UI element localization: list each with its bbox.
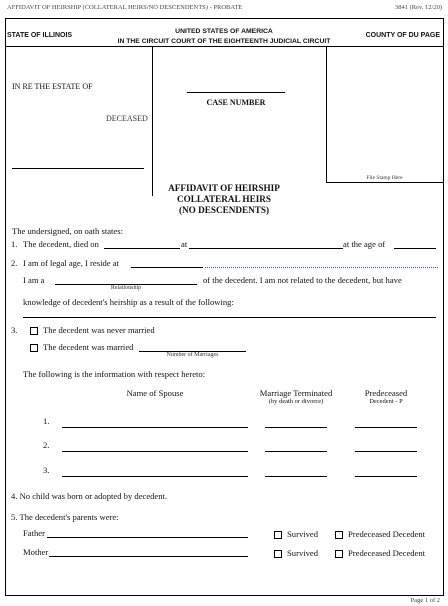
- spouse-row-3-predeceased-field[interactable]: [355, 476, 417, 477]
- frame-right: [443, 18, 444, 595]
- number-of-marriages-label: Number of Marriages: [166, 352, 219, 358]
- relationship-label: Relationship: [110, 285, 142, 291]
- place-of-death-field[interactable]: [189, 248, 343, 249]
- never-married-checkbox[interactable]: [30, 327, 38, 335]
- page-number: Page 1 of 2: [410, 597, 440, 604]
- item2-text-c: of the decedent. I am not related to the decedent, but have: [203, 275, 402, 285]
- caption-divider-left: [152, 46, 153, 196]
- spouse-row-3-number: 3.: [43, 465, 50, 475]
- date-of-death-field[interactable]: [104, 248, 180, 249]
- title-line-3: (NO DESCENDENTS): [178, 205, 270, 215]
- residence-field-continued[interactable]: [205, 267, 438, 268]
- item5-text: 5. The decedent's parents were:: [11, 512, 119, 522]
- age-field[interactable]: [394, 248, 436, 249]
- was-married-checkbox[interactable]: [30, 344, 38, 352]
- mother-survived-checkbox[interactable]: [274, 550, 282, 558]
- case-number-label: CASE NUMBER: [206, 98, 266, 107]
- father-predeceased-checkbox[interactable]: [335, 531, 343, 539]
- case-number-line[interactable]: [187, 92, 285, 93]
- item1-text-c: at the age of: [343, 239, 386, 249]
- state-heading: STATE OF ILLINOIS: [7, 32, 73, 39]
- spouse-row-1-predeceased-field[interactable]: [355, 427, 417, 428]
- mother-name-field[interactable]: [49, 556, 248, 557]
- form-number: 3841 (Rev. 12/20): [394, 4, 442, 11]
- mother-predeceased-label: Predeceased Decedent: [348, 548, 426, 558]
- following-info-text: The following is the information with respect hereto:: [23, 369, 206, 379]
- spouse-row-2-name-field[interactable]: [62, 451, 248, 452]
- deceased-label: DECEASED: [106, 114, 148, 123]
- col-header-spouse: Name of Spouse: [126, 388, 184, 398]
- father-survived-label: Survived: [287, 529, 319, 539]
- item1-text-b: at: [181, 239, 188, 249]
- spouse-row-3-terminated-field[interactable]: [265, 476, 327, 477]
- item4-text: 4. No child was born or adopted by decedent.: [11, 491, 168, 501]
- father-label: Father: [23, 528, 45, 538]
- title-line-2: COLLATERAL HEIRS: [176, 194, 272, 204]
- col-header-predeceased: Predeceased: [364, 388, 408, 398]
- country-heading: UNITED STATES OF AMERICA: [175, 28, 273, 35]
- item2-number: 2.: [11, 258, 18, 268]
- father-predeceased-label: Predeceased Decedent: [348, 529, 426, 539]
- col-header-terminated-sub: (by death or divorce): [268, 398, 324, 405]
- father-name-field[interactable]: [47, 537, 248, 538]
- spouse-row-3-name-field[interactable]: [62, 476, 248, 477]
- spouse-row-1-number: 1.: [43, 416, 50, 426]
- estate-name-line[interactable]: [12, 168, 144, 169]
- county-heading: COUNTY OF DU PAGE: [365, 32, 440, 39]
- court-heading: IN THE CIRCUIT COURT OF THE EIGHTEENTH JUDICIAL CIRCUIT: [117, 38, 331, 45]
- spouse-row-2-predeceased-field[interactable]: [355, 451, 417, 452]
- frame-left: [5, 18, 6, 595]
- spouse-row-2-number: 2.: [43, 440, 50, 450]
- spouse-row-1-name-field[interactable]: [62, 427, 248, 428]
- frame-top: [5, 18, 444, 19]
- knowledge-explanation-field[interactable]: [23, 317, 436, 318]
- mother-predeceased-checkbox[interactable]: [335, 550, 343, 558]
- file-stamp-label: File Stamp Here: [366, 175, 403, 181]
- item2-text-b: I am a: [23, 275, 45, 285]
- spouse-row-1-terminated-field[interactable]: [265, 427, 327, 428]
- item2-text-a: I am of legal age, I reside at: [23, 258, 119, 268]
- col-header-terminated: Marriage Terminated: [259, 388, 333, 398]
- title-line-1: AFFIDAVIT OF HEIRSHIP: [168, 183, 280, 193]
- estate-label: IN RE THE ESTATE OF: [12, 82, 93, 91]
- mother-label: Mother: [23, 547, 49, 557]
- residence-field[interactable]: [131, 267, 203, 268]
- item1-number: 1.: [11, 239, 18, 249]
- file-stamp-box: [326, 46, 443, 183]
- frame-bottom: [5, 595, 444, 596]
- father-survived-checkbox[interactable]: [274, 531, 282, 539]
- intro-text: The undersigned, on oath states:: [12, 226, 123, 236]
- was-married-label: The decedent was married: [43, 342, 134, 352]
- item2-text-d: knowledge of decedent's heirship as a result of the following:: [23, 297, 234, 307]
- form-title: AFFIDAVIT OF HEIRSHIP (COLLATERAL HEIRS/NO DESCENDENTS) - PROBATE: [7, 4, 243, 11]
- item1-text-a: The decedent, died on: [23, 239, 99, 249]
- col-header-predeceased-sub: Decedent - P: [369, 398, 403, 405]
- spouse-row-2-terminated-field[interactable]: [265, 451, 327, 452]
- mother-survived-label: Survived: [287, 548, 319, 558]
- item3-number: 3.: [11, 325, 18, 335]
- never-married-label: The decedent was never married: [43, 325, 155, 335]
